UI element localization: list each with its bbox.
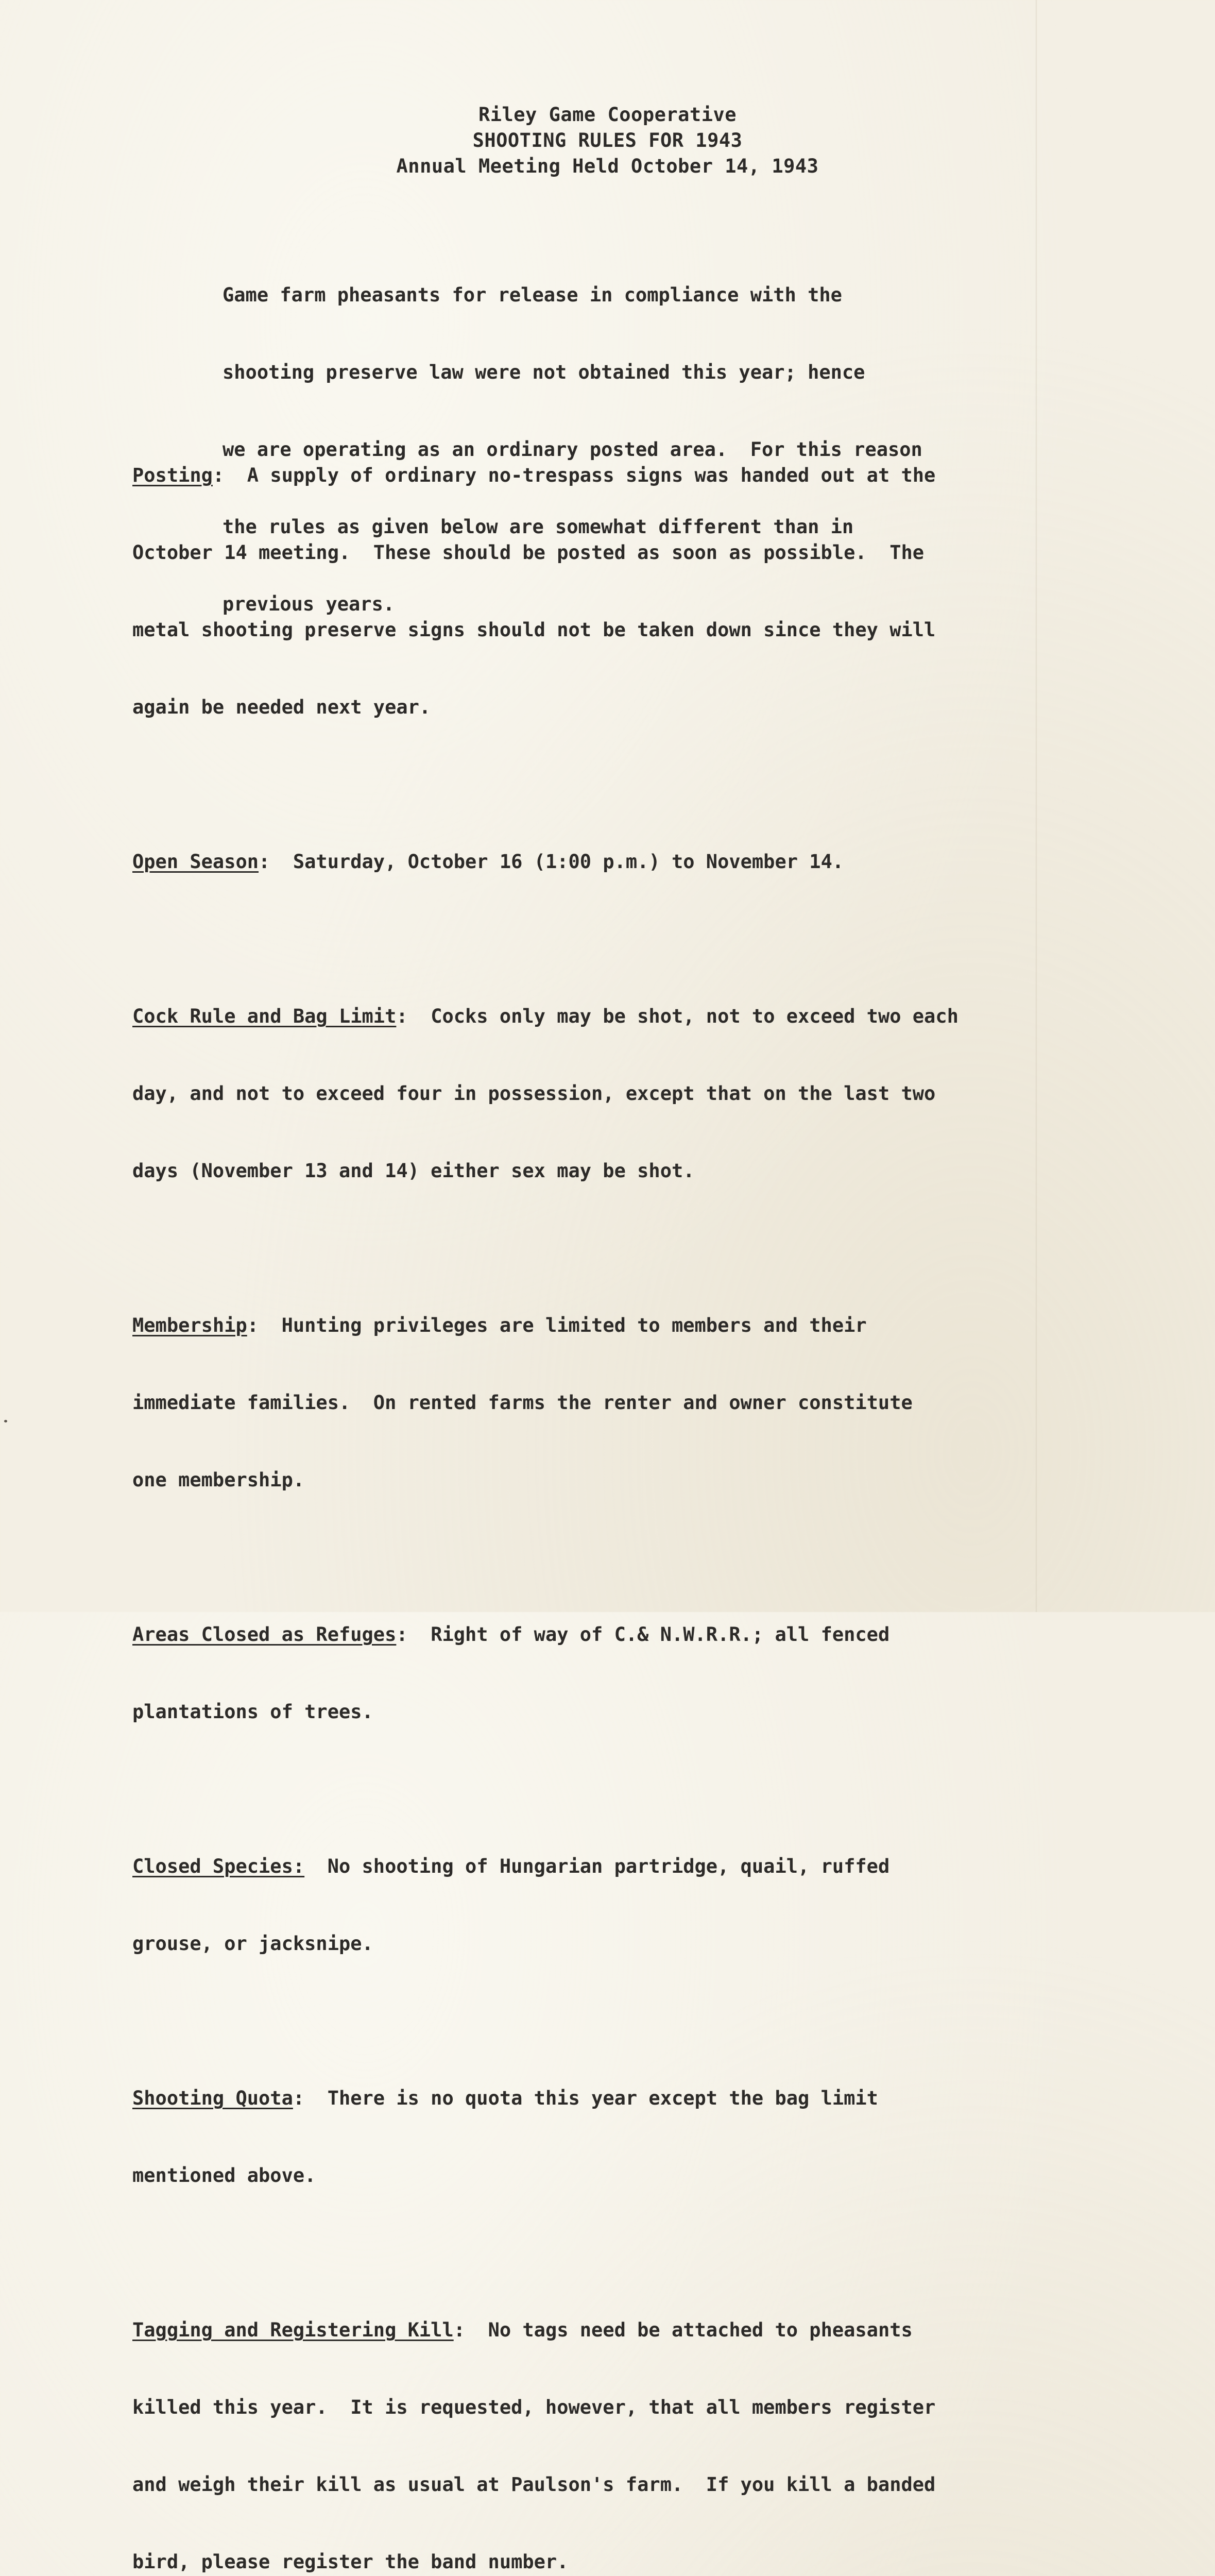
intro-line: shooting preserve law were not obtained this year; hence [223,361,865,383]
rule-heading-separator: : [453,2319,488,2341]
rule-text-line: There is no quota this year except the bag limit [327,2087,878,2109]
rule-text-line: A supply of ordinary no-trespass signs was handed out at the [247,464,936,486]
rule-first-line [132,1854,1090,1879]
rule-text-line: mentioned above. [132,2164,316,2187]
rule-heading-separator: : [212,464,247,486]
rule-first-line [132,1313,1090,1338]
rule-heading: Cock Rule and Bag Limit [132,1005,397,1027]
intro-line: we are operating as an ordinary posted area. For this reason [223,438,922,461]
rule-open-season [132,798,1090,926]
rule-text-line: grouse, or jacksnipe. [132,1933,373,1955]
rule-first-line [132,2317,1090,2343]
rule-text-line: October 14 meeting. These should be posted as soon as possible. The [132,541,925,564]
rule-text-line: again be needed next year. [132,696,431,718]
rule-first-line [132,849,1090,875]
rule-heading-separator: : [247,1314,282,1336]
rule-text-line: and weigh their kill as usual at Paulson's farm. If you kill a banded [132,2473,936,2496]
ink-speck [4,1420,7,1422]
rule-cock-rule-bag-limit [132,952,1090,1235]
rule-text-line: Hunting privileges are limited to members and their [281,1314,867,1336]
intro-line: the rules as given below are somewhat different than in [223,516,854,538]
rule-heading-separator: : [259,851,293,873]
rule-heading-separator [304,1855,328,1877]
rule-text-line: metal shooting preserve signs should not be taken down since they will [132,619,936,641]
rule-posting [132,411,1090,772]
rule-text-line: plantations of trees. [132,1701,373,1723]
rule-text-line: bird, please register the band number. [132,2551,569,2573]
rule-text-line: killed this year. It is requested, however, that all members register [132,2396,936,2418]
rule-heading: Areas Closed as Refuges [132,1623,397,1646]
document-title: SHOOTING RULES FOR 1943 [472,129,743,151]
rule-text-line: No tags need be attached to pheasants [488,2319,913,2341]
rule-heading-separator: : [293,2087,328,2109]
organization-name: Riley Game Cooperative [478,104,737,126]
document-header [0,102,1215,179]
rule-text-line: immediate families. On rented farms the renter and owner constitute [132,1392,913,1414]
rule-text-line: Saturday, October 16 (1:00 p.m.) to November 14. [293,851,844,873]
rule-text-line: Cocks only may be shot, not to exceed two each [431,1005,959,1027]
intro-line: previous years. [223,593,395,615]
rule-shooting-quota [132,2034,1090,2240]
rule-text-line: Right of way of C.& N.W.R.R.; all fenced [431,1623,890,1646]
meeting-date-line: Annual Meeting Held October 14, 1943 [396,155,819,177]
rule-heading: Tagging and Registering Kill [132,2319,454,2341]
rule-tagging-and-registering-kill [132,2266,1090,2576]
rule-text-line: days (November 13 and 14) either sex may be shot. [132,1160,695,1182]
rule-closed-species [132,1802,1090,2008]
rule-heading-separator: : [396,1623,431,1646]
rule-heading: Shooting Quota [132,2087,293,2109]
rule-first-line [132,1004,1090,1029]
rule-first-line [132,2086,1090,2111]
rule-first-line [132,463,1090,488]
rule-areas-closed-as-refuges [132,1570,1090,1776]
rule-heading: Membership [132,1314,247,1336]
rules-list [132,411,1090,2576]
rule-first-line [132,1622,1090,1648]
rule-text-line: one membership. [132,1469,305,1491]
rule-heading-separator: : [396,1005,431,1027]
rule-heading: Posting [132,464,213,486]
intro-line: Game farm pheasants for release in compliance with the [223,284,842,306]
rule-text-line: No shooting of Hungarian partridge, quail, ruffed [327,1855,890,1877]
rule-heading: Closed Species: [132,1855,305,1877]
rule-membership [132,1261,1090,1545]
rule-heading: Open Season [132,851,259,873]
rule-text-line: day, and not to exceed four in possession, except that on the last two [132,1082,936,1105]
